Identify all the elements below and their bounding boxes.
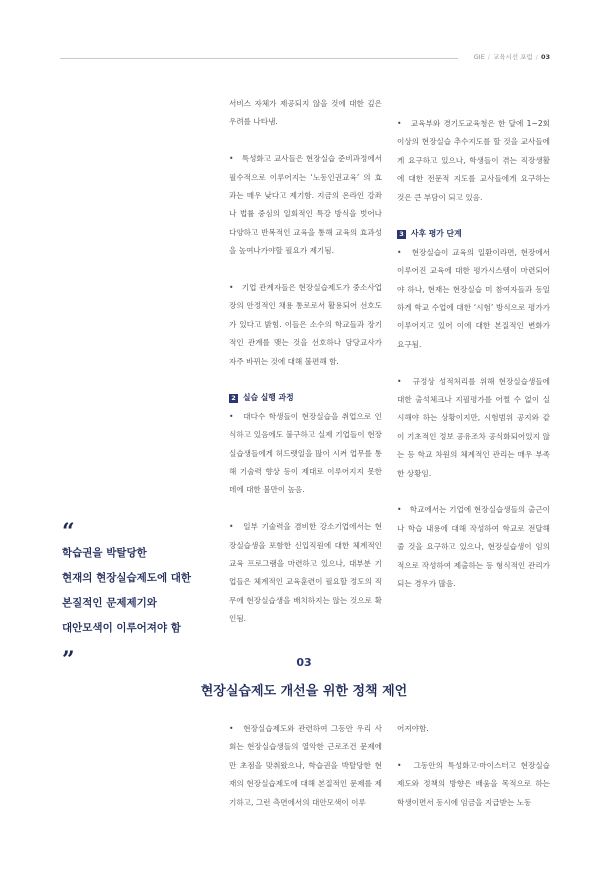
paragraph: • 규정상 성적처리를 위해 현장실습생들에 대한 출석체크나 지필평가를 어쩔 수 없이 실시해야 하는 상황이지만, 시험범위 공지와 같이 기초적인 정보 공유조차 공식화되어있지 않는 등 학교 차원의 체계적인 관리는 매우 부족한 상황임.	[397, 376, 550, 478]
section-number: 03	[296, 656, 312, 669]
paragraph: • 일부 기술력을 겸비한 강소기업에서는 현장실습생을 포함한 신입직원에 대한 체계적인 교육 프로그램을 마련하고 있으나, 대부분 기업들은 체계적인 교육훈련이 필요할 정도의 직무에 현장실습생을 배치하지는 않는 것으로 확인됨.	[229, 522, 382, 624]
paragraph: • 현장실습제도와 관련하여 그동안 우리 사회는 현장실습생들의 열악한 근로조건 문제에만 초점을 맞춰왔으나, 학습권을 박탈당한 현재의 현장실습제도에 대해 본질적인 문제를 제기하고, 그런 측면에서의 대안모색이 이루	[229, 724, 382, 807]
page-header	[474, 52, 550, 61]
paragraph: 서비스 자체가 제공되지 않을 것에 대한 깊은 우려를 나타냄.	[229, 99, 382, 127]
subsection-title: 사후 평가 단계	[411, 229, 462, 239]
pull-quote-line: 현재의 현장실습제도에 대한	[62, 572, 192, 584]
header-section: 교육시선 포럼	[493, 53, 533, 61]
pull-quote	[62, 519, 212, 673]
subsection-heading	[229, 389, 382, 407]
section-title: 현장실습제도 개선을 위한 정책 제언	[200, 684, 408, 699]
pull-quote-line: 학습권을 박탈당한	[62, 547, 147, 559]
close-quote-mark: ”	[62, 647, 75, 673]
open-quote-mark: “	[62, 519, 75, 545]
column-3	[229, 720, 382, 830]
paragraph: • 현장실습이 교육의 일환이라면, 현장에서 이루어진 교육에 대한 평가시스템이 마련되어야 하나, 현재는 현장실습 미 참여자들과 동일하게 학교 수업에 대한 ‘시험’ 방식으로 평가가 이루어지고 있어 이에 대한 본질적인 변화가 요구됨.	[397, 247, 550, 349]
subsection-number: 3	[397, 230, 406, 239]
column-2	[397, 115, 550, 612]
header-brand: GIE	[473, 53, 485, 61]
paragraph: • 교육부와 경기도교육청은 한 달에 1~2회 이상의 현장실습 추수지도를 할 것을 교사들에게 요구하고 있으나, 학생들이 겪는 직장생활에 대한 전문적 지도를 교사들에게 요구하는 것은 큰 부담이 되고 있음.	[397, 119, 550, 202]
header-rule	[60, 58, 458, 59]
subsection-number: 2	[229, 394, 238, 403]
paragraph: • 특성화고 교사들은 현장실습 준비과정에서 필수적으로 이루어지는 ‘노동인권교육’ 의 효과는 매우 낮다고 제기함. 지금의 온라인 강좌나 법률 중심의 일회적인 특강 방식을 벗어나 다양하고 반복적인 교육을 통해 교육의 효과성을 높여나가야할 필요가 제기됨.	[229, 154, 382, 256]
subsection-title: 실습 실행 과정	[243, 393, 294, 403]
paragraph: • 학교에서는 기업에 현장실습생들의 출근이나 학습 내용에 대해 작성하여 학교로 전달해 줄 것을 요구하고 있으나, 현장실습생이 임의적으로 작성하여 제출하는 등 형식적인 관리가 되는 경우가 많음.	[397, 505, 550, 589]
page-number: 03	[540, 53, 550, 61]
column-1	[229, 95, 382, 647]
paragraph: • 대다수 학생들이 현장실습을 취업으로 인식하고 있음에도 불구하고 실제 기업들이 현장실습생들에게 허드렛일을 많이 시켜 업무를 통해 기술력 향상 등이 제대로 이루어지지 못한 데에 대한 불만이 높음.	[229, 411, 382, 495]
paragraph: • 그동안의 특성화고·마이스터고 현장실습 제도와 정책의 방향은 배움을 목적으로 하는 학생이면서 동시에 임금을 지급받는 노동	[397, 760, 550, 807]
paragraph: • 기업 관계자들은 현장실습제도가 중소사업장의 안정적인 채용 통로로서 활용되어 선호도가 있다고 밝힘. 이들은 소수의 학교들과 장기적인 관계를 맺는 것을 선호하나 담당교사가 자주 바뀌는 것에 대해 불편해 함.	[229, 283, 382, 366]
header-separator: /	[487, 53, 490, 61]
column-4	[397, 720, 550, 830]
header-separator: /	[535, 53, 538, 61]
pull-quote-line: 대안모색이 이루어져야 함	[62, 622, 181, 634]
paragraph: 어져야함.	[397, 724, 429, 733]
pull-quote-line: 본질적인 문제제기와	[62, 597, 157, 609]
subsection-heading	[397, 225, 550, 243]
